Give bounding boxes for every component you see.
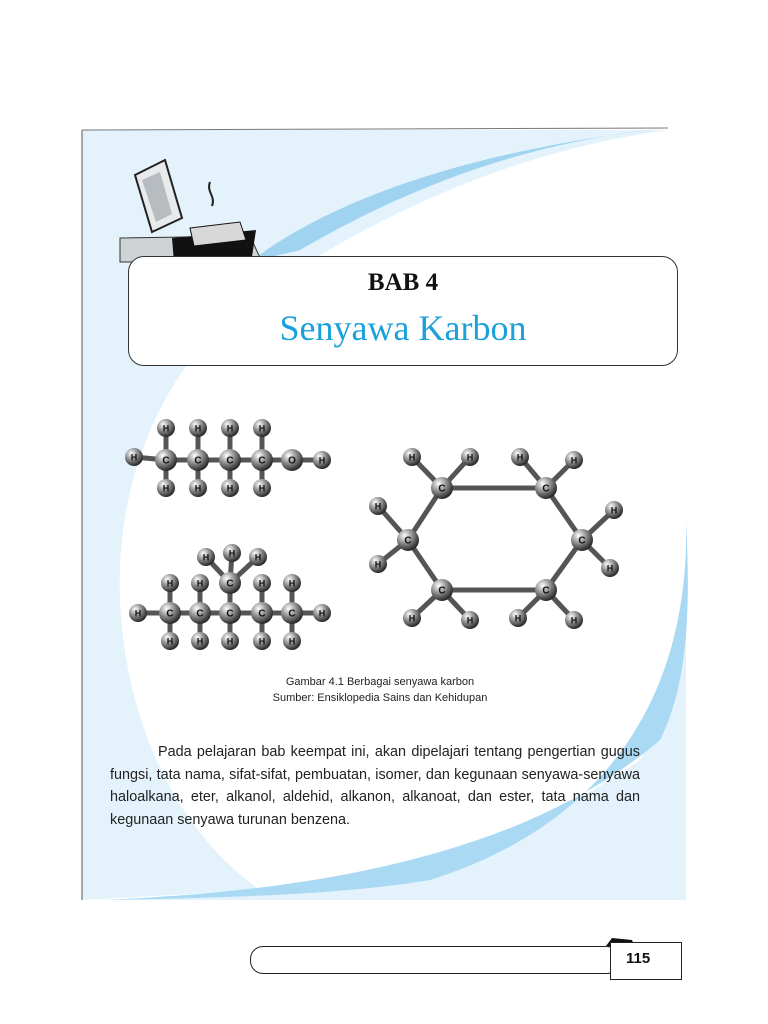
oxygen-atom: [281, 449, 303, 471]
svg-text:C: C: [194, 455, 202, 467]
hydrogen-atom: [129, 604, 147, 622]
carbon-atom: [155, 449, 177, 471]
svg-text:H: H: [570, 615, 578, 626]
svg-text:H: H: [610, 505, 618, 516]
footer-bar: [250, 946, 620, 974]
hydrogen-atom: [221, 632, 239, 650]
figure-source: Sumber: Ensiklopedia Sains dan Kehidupan: [272, 692, 488, 704]
hydrogen-atom: [461, 611, 479, 629]
carbon-atom: [535, 579, 557, 601]
svg-text:H: H: [162, 423, 170, 434]
svg-text:C: C: [196, 608, 204, 620]
svg-text:H: H: [194, 483, 202, 494]
hydrogen-atom: [249, 548, 267, 566]
hydrogen-atom: [565, 451, 583, 469]
carbon-atom: [571, 529, 593, 551]
svg-text:O: O: [288, 455, 296, 467]
carbon-atom: [431, 579, 453, 601]
svg-text:H: H: [258, 578, 266, 589]
svg-text:C: C: [258, 608, 266, 620]
molecule-atoms: [125, 419, 623, 650]
hydrogen-atom: [157, 479, 175, 497]
hydrogen-atom: [511, 448, 529, 466]
svg-text:H: H: [570, 455, 578, 466]
carbon-atom: [189, 602, 211, 624]
svg-text:C: C: [226, 578, 234, 590]
hydrogen-atom: [253, 419, 271, 437]
svg-text:H: H: [258, 483, 266, 494]
svg-text:H: H: [516, 452, 524, 463]
svg-text:H: H: [258, 423, 266, 434]
svg-text:H: H: [254, 552, 262, 563]
svg-text:H: H: [318, 455, 326, 466]
svg-text:H: H: [196, 636, 204, 647]
svg-text:C: C: [162, 455, 170, 467]
body-paragraph: Pada pelajaran bab keempat ini, akan dipelajari tentang pengertian gugus fungsi, tata nama, sifat-sifat, pembuatan, isomer, dan kegunaan senyawa-senyawa haloalkana, eter, alkanol, aldehid, alkanon, alkanoat, dan ester, tata nama dan kegunaan senyawa turunan benzena.: [110, 744, 640, 828]
figure-caption: Gambar 4.1 Berbagai senyawa karbon: [285, 676, 475, 688]
svg-text:C: C: [288, 608, 296, 620]
svg-text:H: H: [166, 636, 174, 647]
page-number: 115: [626, 950, 651, 967]
svg-text:H: H: [196, 578, 204, 589]
hydrogen-atom: [197, 548, 215, 566]
carbon-atom: [535, 477, 557, 499]
hydrogen-atom: [283, 632, 301, 650]
hydrogen-atom: [369, 555, 387, 573]
carbon-atom: [431, 477, 453, 499]
svg-text:H: H: [226, 483, 234, 494]
hydrogen-atom: [191, 574, 209, 592]
carbon-atom: [187, 449, 209, 471]
hydrogen-atom: [565, 611, 583, 629]
hydrogen-atom: [509, 609, 527, 627]
hydrogen-atom: [253, 479, 271, 497]
svg-text:H: H: [166, 578, 174, 589]
svg-text:H: H: [606, 563, 614, 574]
hydrogen-atom: [605, 501, 623, 519]
hydrogen-atom: [189, 479, 207, 497]
svg-text:H: H: [466, 615, 474, 626]
hydrogen-atom: [403, 609, 421, 627]
svg-text:C: C: [542, 585, 550, 597]
svg-text:H: H: [202, 552, 210, 563]
svg-text:H: H: [466, 452, 474, 463]
carbon-atom: [251, 602, 273, 624]
svg-text:H: H: [318, 608, 326, 619]
carbon-atom: [251, 449, 273, 471]
carbon-atom: [159, 602, 181, 624]
svg-text:C: C: [166, 608, 174, 620]
svg-text:C: C: [258, 455, 266, 467]
svg-text:H: H: [288, 578, 296, 589]
hydrogen-atom: [253, 574, 271, 592]
hydrogen-atom: [601, 559, 619, 577]
svg-text:H: H: [514, 613, 522, 624]
chapter-number: BAB 4: [367, 269, 439, 296]
svg-text:H: H: [226, 423, 234, 434]
svg-text:H: H: [374, 501, 382, 512]
svg-text:H: H: [258, 636, 266, 647]
hydrogen-atom: [161, 632, 179, 650]
svg-text:C: C: [226, 455, 234, 467]
hydrogen-atom: [313, 604, 331, 622]
hydrogen-atom: [369, 497, 387, 515]
svg-text:H: H: [134, 608, 142, 619]
hydrogen-atom: [461, 448, 479, 466]
svg-text:H: H: [374, 559, 382, 570]
svg-text:H: H: [228, 548, 236, 559]
svg-text:C: C: [542, 483, 550, 495]
carbon-atom: [219, 572, 241, 594]
hydrogen-atom: [313, 451, 331, 469]
svg-text:H: H: [288, 636, 296, 647]
carbon-atom: [219, 602, 241, 624]
hydrogen-atom: [283, 574, 301, 592]
hydrogen-atom: [125, 448, 143, 466]
carbon-atom: [219, 449, 241, 471]
hydrogen-atom: [253, 632, 271, 650]
svg-text:C: C: [226, 608, 234, 620]
svg-text:C: C: [438, 483, 446, 495]
svg-text:H: H: [408, 613, 416, 624]
hydrogen-atom: [157, 419, 175, 437]
hydrogen-atom: [191, 632, 209, 650]
carbon-atom: [397, 529, 419, 551]
svg-text:H: H: [226, 636, 234, 647]
hydrogen-atom: [161, 574, 179, 592]
hydrogen-atom: [189, 419, 207, 437]
carbon-atom: [281, 602, 303, 624]
svg-text:H: H: [194, 423, 202, 434]
svg-text:C: C: [438, 585, 446, 597]
svg-text:H: H: [162, 483, 170, 494]
svg-text:C: C: [578, 535, 586, 547]
svg-text:H: H: [130, 452, 138, 463]
hydrogen-atom: [403, 448, 421, 466]
hydrogen-atom: [221, 419, 239, 437]
svg-text:C: C: [404, 535, 412, 547]
svg-text:H: H: [408, 452, 416, 463]
hydrogen-atom: [223, 544, 241, 562]
chapter-title: Senyawa Karbon: [279, 308, 527, 348]
hydrogen-atom: [221, 479, 239, 497]
